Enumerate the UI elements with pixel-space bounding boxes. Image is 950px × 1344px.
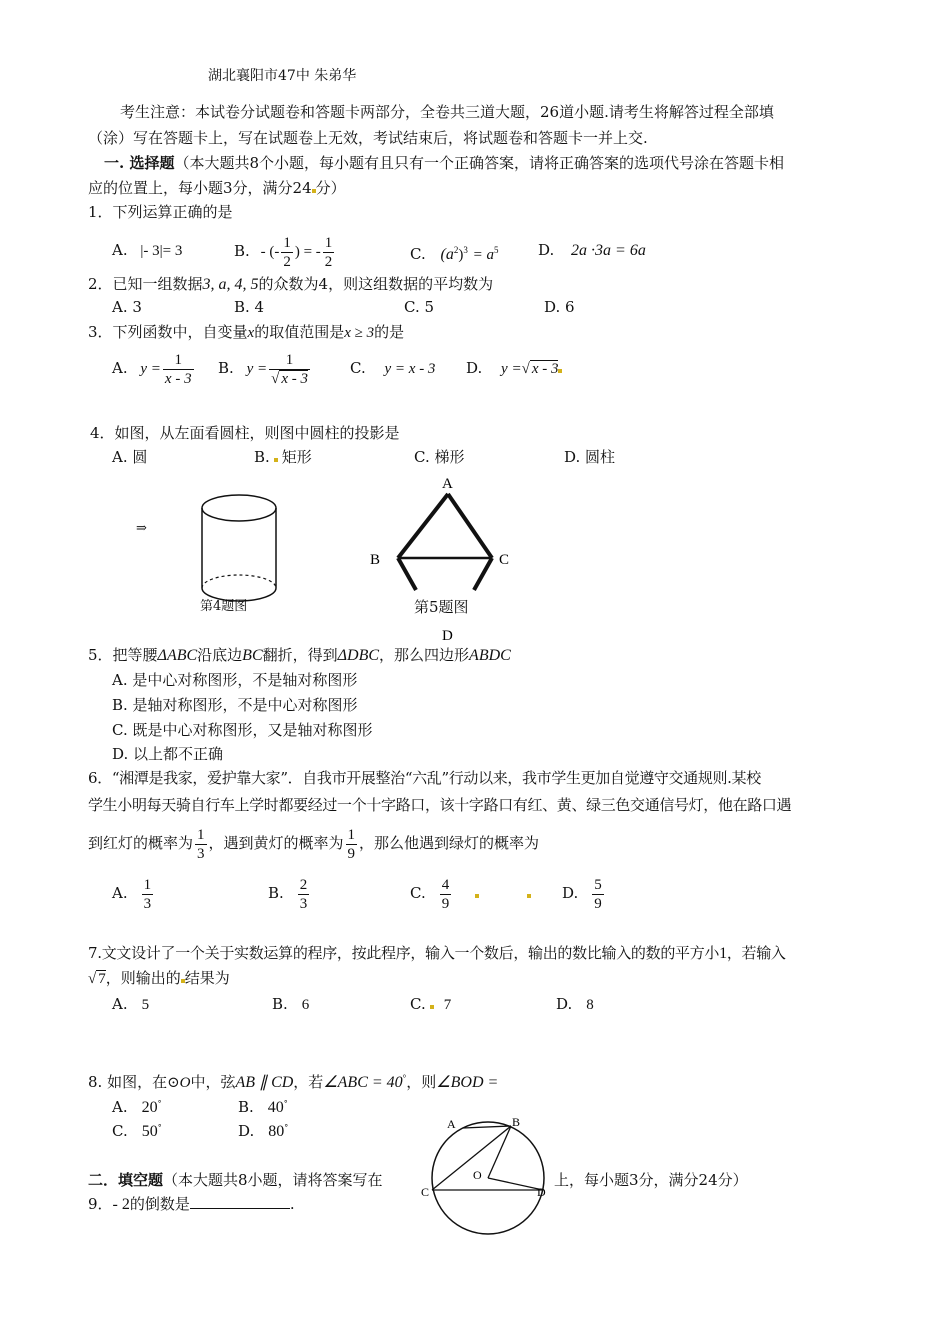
section2-desc-b: 上，每小题3分，满分24分）: [554, 1171, 748, 1189]
q1-b-label: B.: [234, 242, 250, 260]
q5-stem-mid: 沿底边: [197, 646, 243, 664]
q8-m2: ∠ABC = 40: [323, 1074, 403, 1091]
q9-post: 的倒数是: [129, 1195, 190, 1213]
q3-a-lhs: y =: [140, 361, 161, 377]
section2-desc-a: （本大题共8小题，请将答案写在: [163, 1171, 383, 1189]
fig5-label-b: B: [370, 552, 381, 568]
q3-option-d: D. y =√ x - 3: [466, 358, 562, 379]
q7-line2-b: 结果为: [184, 969, 230, 987]
q3-b-lhs: y =: [246, 361, 268, 377]
q7-option-d: D. 8: [556, 995, 594, 1013]
q5-m4: ABDC: [469, 647, 511, 664]
q8-stem-a: 8. 如图，在⊙: [88, 1073, 180, 1091]
q8-option-a: A. 20°: [112, 1098, 162, 1116]
q3-option-c: [350, 358, 435, 379]
fig8-label-o: O: [473, 1168, 482, 1182]
q5-stem: [88, 645, 511, 666]
section2-heading: [88, 1170, 383, 1190]
ink-dot: [430, 1005, 434, 1009]
q3-stem-post: 的是: [374, 323, 405, 341]
q1-c-exp3: 5: [493, 245, 499, 255]
ink-dot: [274, 458, 278, 462]
q8-stem-b: 中，弦: [190, 1073, 236, 1091]
q9-end: .: [289, 1195, 295, 1213]
q3-stem-pre: 3．下列函数中，自变量: [88, 323, 248, 341]
fig5-label-c: C: [499, 552, 510, 568]
q3-b-frac: $\frac{1}{√ x - 3}$: [271, 351, 308, 387]
q1-c-eq: = a: [472, 247, 494, 263]
section1-desc-1: （本大题共8个小题，每小题有且只有一个正确答案，请将正确答案的选项代号涂在答题卡相: [174, 154, 785, 172]
q8-m3: ∠BOD =: [436, 1074, 499, 1091]
section1-desc-2: 应的位置上，每小题3分，满分24: [88, 179, 312, 197]
q1-b-pre: - (-: [260, 244, 280, 260]
q2-option-d: D. 6: [544, 298, 575, 316]
q3-stem: [88, 322, 404, 343]
q6-c-frac: $\frac{4}{9}$: [441, 876, 450, 912]
section1-title: 一. 选择题: [104, 154, 175, 172]
projection-arrow-icon: ⇒: [136, 521, 147, 536]
q7-line2-a: ，则输出的: [105, 969, 181, 987]
q2-stem-post: 的众数为4，则这组数据的平均数为: [258, 275, 494, 293]
q7-line1-a: 7.文文设计了一个关于实数运算的程序，按此程序，输入一个数后，输出的数比输入的数的平方小: [88, 944, 720, 962]
author-line: 湖北襄阳市47中 朱弟华: [208, 68, 357, 84]
q1-b-mid: ) = -: [294, 244, 321, 260]
q2-stem: [88, 274, 493, 295]
q1-c-exp1: 2: [453, 245, 459, 255]
fig5-rhombus: [360, 472, 520, 644]
q6-d-frac: $\frac{5}{9}$: [594, 876, 602, 912]
q4-option-d: D. 圆柱: [564, 448, 616, 466]
fig5-label-d: D: [442, 628, 453, 644]
q6-frac-red: $\frac{1}{3}$: [197, 826, 205, 862]
q8-option-c: C. 50°: [112, 1122, 162, 1140]
q1-b-frac-2: $\frac{1}{2}$: [324, 234, 333, 270]
fig4-caption: 第4题图: [200, 599, 248, 612]
q4-option-b: [254, 447, 312, 467]
q1-stem: 1．下列运算正确的是: [88, 203, 233, 221]
q1-d-label: D.: [538, 241, 555, 259]
fig5-caption: 第5题图: [414, 598, 469, 616]
q7-rad: 7: [98, 971, 106, 987]
q6-b-frac: $\frac{2}{3}$: [299, 876, 308, 912]
q8-option-b: B. 40°: [238, 1098, 288, 1116]
q6-option-d: D. $\frac{5}{9}$: [562, 876, 602, 912]
section1-desc-2-end: 分）: [315, 179, 346, 197]
q6-line3-b: ，遇到黄灯的概率为: [208, 834, 344, 852]
q3-d-label: D.: [466, 359, 483, 377]
q5-option-d: D. 以上都不正确: [112, 745, 224, 763]
q1-option-a: [112, 240, 182, 261]
q8-stem-c: ，若: [293, 1073, 324, 1091]
q1-option-d: [538, 240, 646, 261]
q4-b-label: B.: [254, 448, 270, 466]
q9-math: - 2: [112, 1196, 130, 1213]
q8-stem-o: O: [179, 1075, 191, 1091]
q9-stem: [88, 1194, 295, 1215]
q7-line-1: [88, 943, 786, 964]
q7-option-a: A. 5: [112, 995, 150, 1013]
fig8-label-d: D: [537, 1185, 546, 1199]
q2-stem-pre: 2．已知一组数据: [88, 275, 203, 293]
q5-m1: ΔABC: [157, 647, 198, 664]
notice-line-1: 考生注意：本试卷分试题卷和答题卡两部分，全卷共三道大题，26道小题.请考生将解答过程全部填: [120, 103, 774, 121]
q2-option-a: A. 3: [112, 298, 142, 316]
fig8-circle: [418, 1110, 558, 1246]
q6-a-frac: $\frac{1}{3}$: [143, 876, 152, 912]
q9-pre: 9．: [88, 1195, 113, 1213]
q5-option-c: C. 既是中心对称图形，又是轴对称图形: [112, 721, 373, 739]
q6-frac-yellow: $\frac{1}{9}$: [347, 826, 356, 862]
q9-answer-blank[interactable]: [190, 1194, 290, 1209]
q1-a-math: |- 3|= 3: [140, 243, 183, 259]
q1-c-exp2: 3: [463, 245, 468, 255]
notice-line-2: （涂）写在答题卡上，写在试题卷上无效，考试结束后，将试题卷和答题卡一并上交.: [88, 129, 648, 147]
q2-stem-math: 3, a, 4, 5: [202, 276, 259, 293]
q7-line-2: √ 7，则输出的 结果为: [88, 969, 230, 987]
fig8-label-b: B: [512, 1115, 521, 1129]
q5-stem-mid2: 翻折，得到: [262, 646, 338, 664]
section1-heading: [104, 153, 784, 173]
q6-line-2: 学生小明每天骑自行车上学时都要经过一个十字路口，该十字路口有红、黄、绿三色交通信号灯，他在路口遇: [88, 796, 792, 814]
q3-d-lhs: y =: [501, 361, 522, 377]
q7-option-c: C. 7: [410, 995, 452, 1013]
q7-option-b: B. 6: [272, 995, 310, 1013]
q3-d-rad: x - 3: [531, 361, 559, 377]
section2-title: 二．填空题: [88, 1171, 164, 1189]
q1-c-label: C.: [410, 245, 426, 263]
q3-c-math: y = x - 3: [384, 361, 436, 377]
q2-option-b: B. 4: [234, 298, 265, 316]
ink-dot: [558, 369, 562, 373]
q6-line-3: [88, 821, 539, 865]
q3-stem-x: x: [247, 325, 255, 341]
fig8-label-a: A: [447, 1117, 456, 1131]
q1-d-math: 2a ·3a = 6a: [571, 242, 646, 259]
q3-c-label: C.: [350, 359, 366, 377]
q8-stem-d: ，则: [406, 1073, 437, 1091]
q6-option-c: C. $\frac{4}{9}$: [410, 871, 531, 915]
q5-option-b: B. 是轴对称图形，不是中心对称图形: [112, 696, 358, 714]
q4-option-c: C. 梯形: [414, 448, 465, 466]
q1-option-b: [234, 229, 336, 274]
q3-stem-cond: x ≥ 3: [344, 325, 375, 341]
q3-stem-mid: 的取值范围是: [254, 323, 345, 341]
q1-b-frac-1: $\frac{1}{2}$: [283, 234, 291, 270]
q3-option-b: [218, 346, 312, 391]
q1-a-label: A.: [112, 241, 128, 259]
q6-line3-a: 到红灯的概率为: [88, 834, 194, 852]
q6-line3-c: ，那么他遇到绿灯的概率为: [359, 834, 540, 852]
q8-m1: AB ∥ CD: [235, 1074, 294, 1091]
q4-b-text: 矩形: [281, 448, 312, 466]
fig8-label-c: C: [421, 1185, 430, 1199]
q8-option-d: D. 80°: [238, 1122, 289, 1140]
q5-option-a: A. 是中心对称图形，不是轴对称图形: [112, 671, 358, 689]
q1-c-base: (a: [440, 246, 454, 263]
fig5-label-a: A: [442, 476, 453, 492]
q7-line1-num: 1: [719, 945, 727, 962]
q2-option-c: C. 5: [404, 298, 435, 316]
q8-deg: °: [402, 1073, 407, 1083]
q3-a-label: A.: [112, 359, 128, 377]
q8-stem: [88, 1068, 498, 1093]
ink-dot: [475, 894, 479, 898]
q5-stem-mid3: ，那么四边形: [379, 646, 470, 664]
q4-stem: 4．如图，从左面看圆柱，则图中圆柱的投影是: [90, 424, 400, 442]
ink-dot: [527, 894, 531, 898]
q3-option-a: [112, 346, 196, 391]
q6-option-a: A. $\frac{1}{3}$: [112, 876, 152, 912]
q1-option-c: C. $(a^2)^3 = a^5$: [410, 245, 499, 263]
q6-line-1: 6．“湘潭是我家，爱护靠大家”．自我市开展整治“六乱”行动以来，我市学生更加自觉遵守交通规则.某校: [88, 769, 761, 787]
q7-line1-b: ，若输入: [726, 944, 786, 962]
q5-stem-pre: 5．把等腰: [88, 646, 158, 664]
section1-desc-line2: [88, 178, 346, 198]
q5-m2: BC: [242, 647, 263, 664]
q3-b-label: B.: [218, 359, 234, 377]
q3-a-frac: $\frac{1}{x - 3}$: [164, 351, 192, 387]
q6-option-b: B. $\frac{2}{3}$: [268, 876, 308, 912]
q4-option-a: A. 圆: [112, 448, 148, 466]
q5-m3: ΔDBC: [337, 647, 380, 664]
